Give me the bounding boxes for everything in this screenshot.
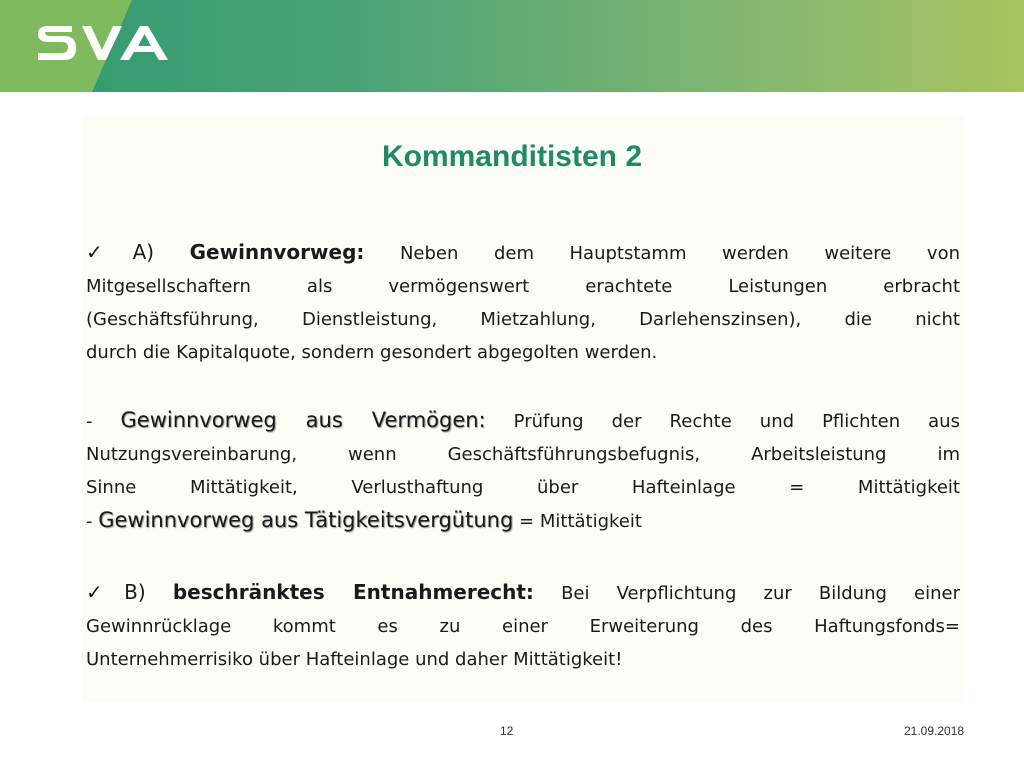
text-c-line3: Unternehmerrisiko über Hafteinlage und daher Mittätigkeit! bbox=[86, 649, 623, 670]
text-c-line1: Bei Verpflichtung zur Bildung einer bbox=[561, 583, 960, 604]
text-c-line2: Gewinnrücklage kommt es zu einer Erweiterung des Haftungsfonds= bbox=[86, 616, 960, 637]
text-b-line1: Prüfung der Rechte und Pflichten aus bbox=[513, 411, 960, 432]
term-gewinnvorweg: Gewinnvorweg: bbox=[189, 240, 365, 264]
term-gewinnvorweg-vermoegen: Gewinnvorweg aus Vermögen: bbox=[120, 408, 486, 432]
checkmark-b-label: ✓B) bbox=[86, 580, 146, 604]
text-a-line4: durch die Kapitalquote, sondern gesondert abgegolten werden. bbox=[86, 342, 658, 363]
paragraph-c bbox=[86, 576, 960, 676]
page-number: 12 bbox=[500, 724, 514, 738]
paragraph-b bbox=[86, 404, 960, 538]
term-gewinnvorweg-taetigkeit: Gewinnvorweg aus Tätigkeitsvergütung bbox=[98, 508, 514, 532]
dash-1: - bbox=[86, 411, 93, 432]
checkmark-a-label: ✓A) bbox=[86, 240, 155, 264]
text-a-line3: (Geschäftsführung, Dienstleistung, Mietzahlung, Darlehenszinsen), die nicht bbox=[86, 309, 960, 330]
slide-title: Kommanditisten 2 bbox=[381, 140, 643, 173]
text-b-line4: = Mittätigkeit bbox=[519, 511, 642, 532]
header-banner bbox=[0, 0, 1024, 92]
slide-date: 21.09.2018 bbox=[904, 724, 965, 738]
text-b-line3: Sinne Mittätigkeit, Verlusthaftung über Hafteinlage = Mittätigkeit bbox=[86, 477, 960, 498]
text-a-line1: Neben dem Hauptstamm werden weitere von bbox=[399, 243, 960, 264]
dash-2: - bbox=[86, 511, 93, 532]
sva-logo bbox=[36, 20, 176, 66]
text-a-line2: Mitgesellschaftern als vermögenswert erachtete Leistungen erbracht bbox=[86, 276, 960, 297]
term-entnahmerecht: beschränktes Entnahmerecht: bbox=[172, 580, 534, 604]
text-b-line2: Nutzungsvereinbarung, wenn Geschäftsführungsbefugnis, Arbeitsleistung im bbox=[86, 444, 960, 465]
paragraph-a bbox=[86, 236, 960, 369]
